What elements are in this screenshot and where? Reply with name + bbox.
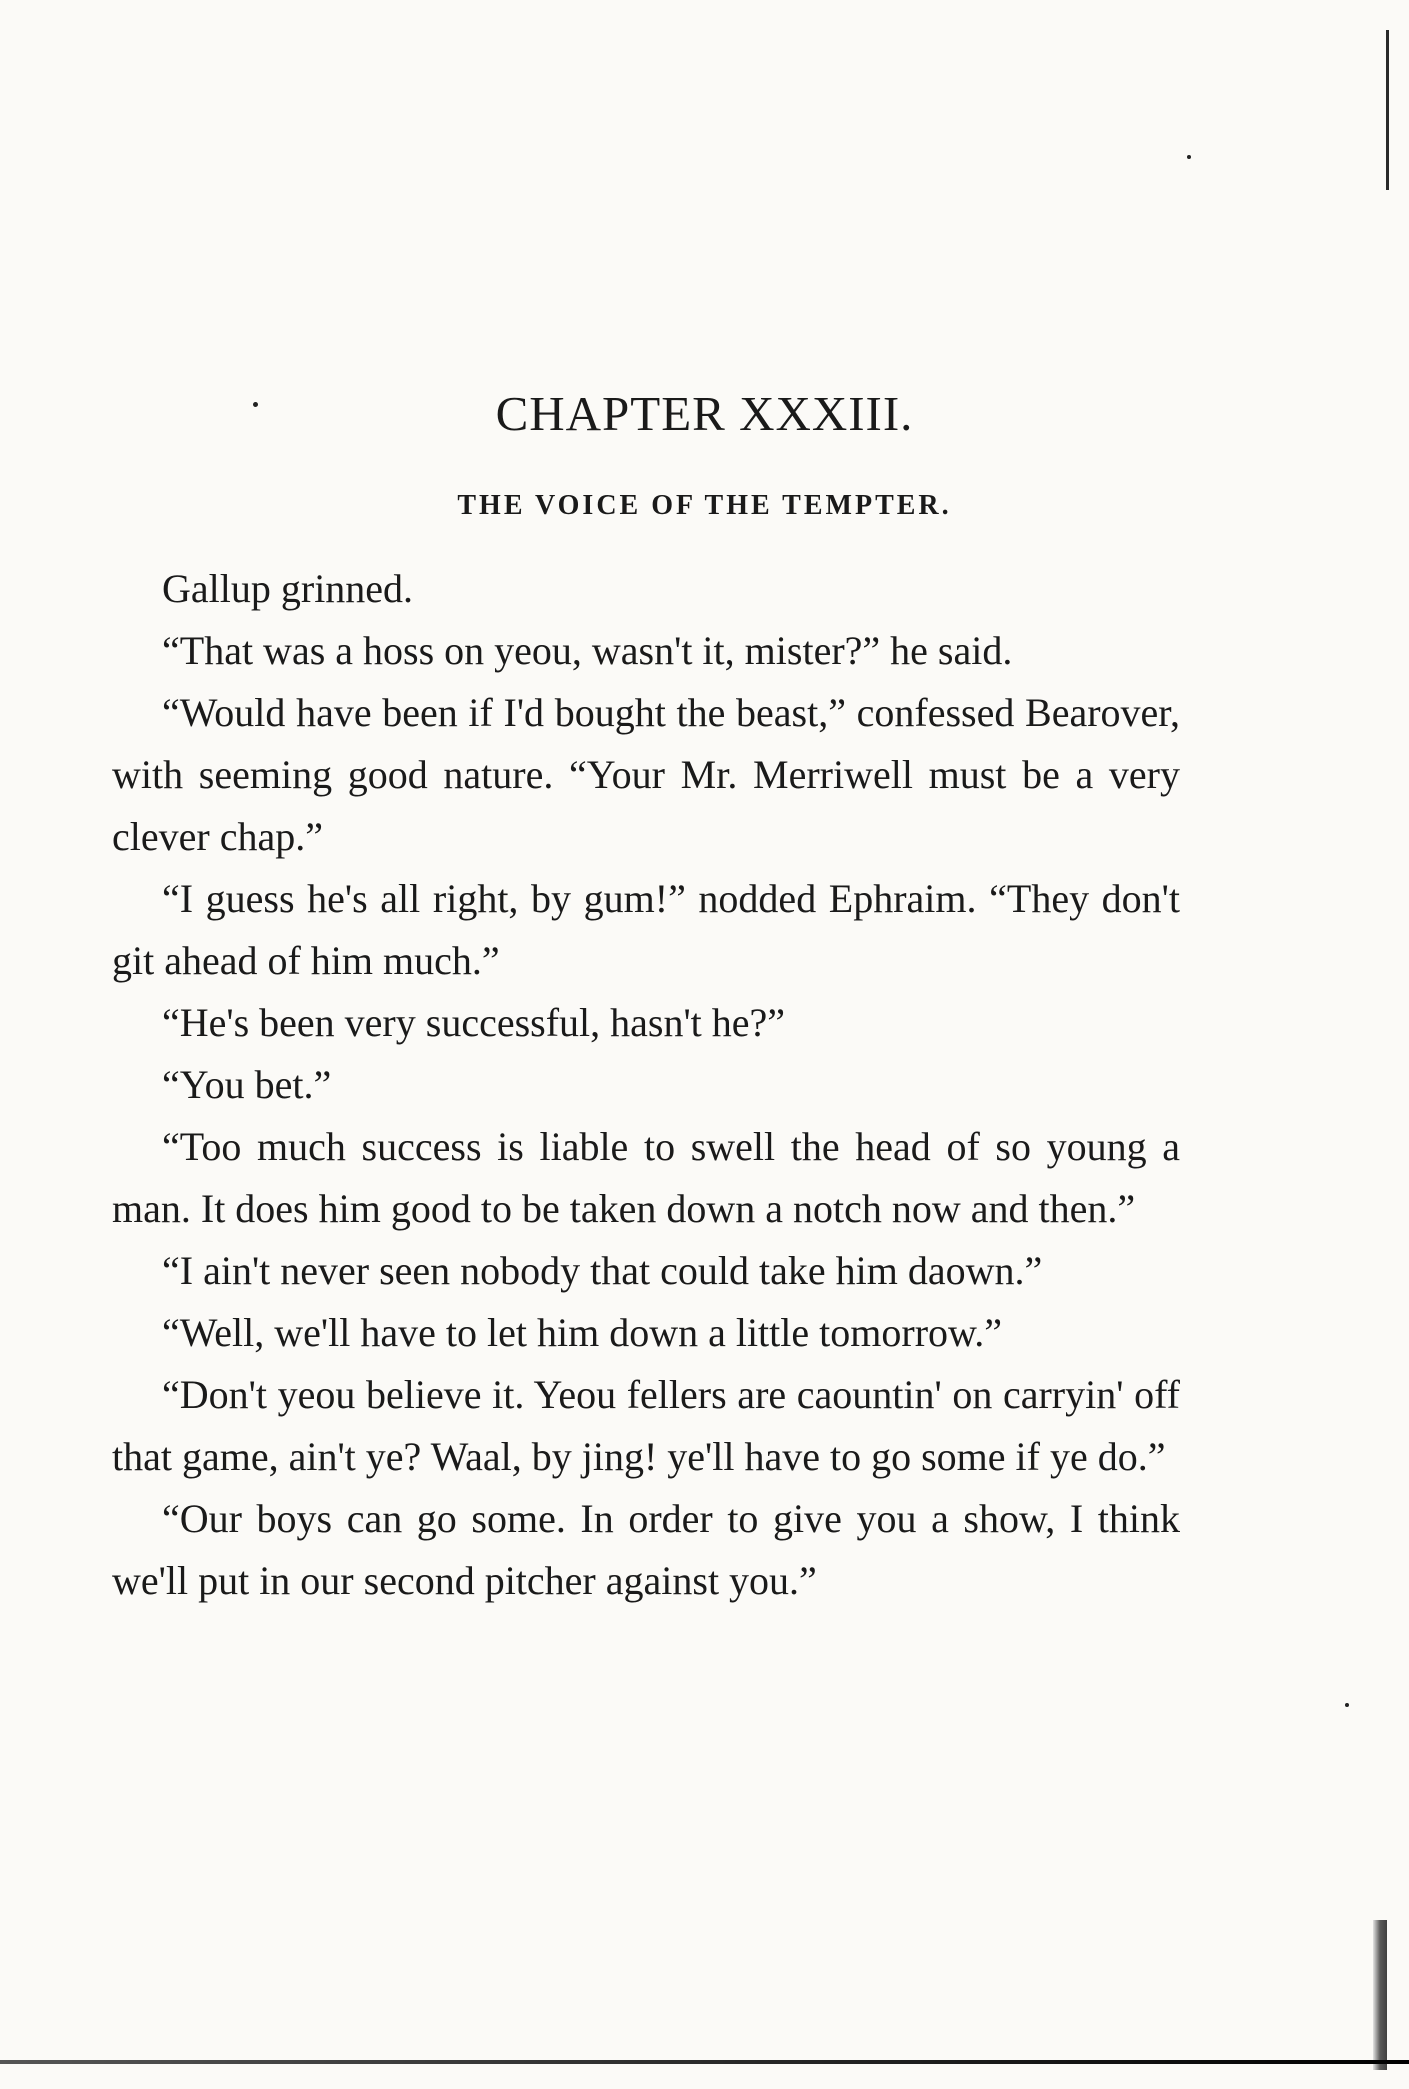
chapter-subtitle: THE VOICE OF THE TEMPTER. [457,490,952,521]
paragraph: “Well, we'll have to let him down a little tomorrow.” [162,1310,1003,1355]
page-edge-shadow [1373,1920,1387,2070]
paragraph: “He's been very successful, hasn't he?” [162,1000,786,1045]
body-text [112,558,1180,1612]
ink-speck [1345,1703,1349,1707]
paragraph: “Too much success is liable to swell the head of so young a man. It does him good to be taken down a notch now and then.” [112,1124,1180,1231]
ink-speck [1187,155,1191,159]
paragraph: “I ain't never seen nobody that could take him daown.” [162,1248,1043,1293]
paragraph: “Would have been if I'd bought the beast,” confessed Bearover, with seeming good nature. “Your Mr. Merriwell must be a very clever chap.” [112,690,1180,859]
page-edge-mark [1386,30,1389,190]
paragraph: “Don't yeou believe it. Yeou fellers are caountin' on carryin' off that game, ain't ye? Waal, by jing! ye'll have to go some if ye do.” [112,1372,1180,1479]
paragraph: “I guess he's all right, by gum!” nodded Ephraim. “They don't git ahead of him much.” [112,876,1180,983]
paragraph: “You bet.” [162,1062,332,1107]
paragraph: “That was a hoss on yeou, wasn't it, mister?” he said. [162,628,1013,673]
chapter-title: CHAPTER XXXIII. [495,386,914,441]
bottom-edge-rule [0,2060,1409,2064]
paragraph: “Our boys can go some. In order to give you a show, I think we'll put in our second pitcher against you.” [112,1496,1180,1603]
paragraph: Gallup grinned. [162,566,414,611]
